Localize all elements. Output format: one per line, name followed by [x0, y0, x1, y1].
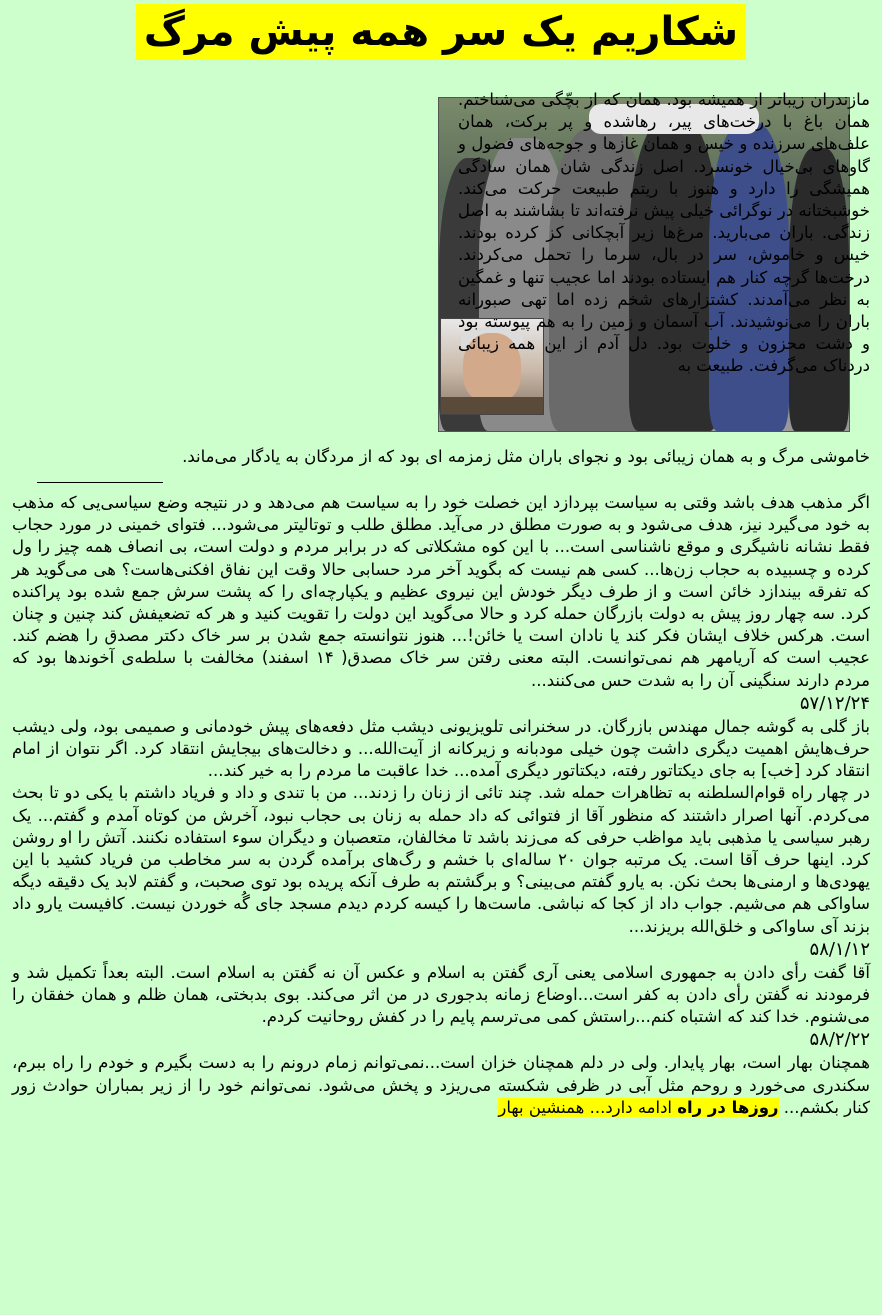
entry-text: در چهار راه قوام‌السلطنه به تظاهرات حمله شد. چند تائی از زنان را زدند... من با تندی و داد و فریاد داشتم با یکی دو تا بحث می‌کردم. آنها اصرار داشتند که منظور آقا از فتوائی که داد حمله به زنان بی حجاب نبود، آخرش من کوتاه آمدم و گفتم... یک رهبر سیاسی یا مذهبی باید مواظب حرفی که می‌زند باشد تا مخالفان، متعصبان و دیگران سوء استفاده نکنند. آتش را او روشن کرد. اینها حرف آقا است. یک مرتبه جوان ۲۰ ساله‌ای با خشم و رگ‌های برآمده گردن به سر مخاطب من فریاد کشید با این یهودی‌ها و ارمنی‌ها بحث نکن. به یارو گفتم می‌بینی؟ و برگشتم به طرف آنکه پریده بود توی صحبت، و گفتم لابد یک دقیقه دیگه ساواکی هم می‌شیم. جواب داد از کجا که نباشی. ماست‌ها را کیسه کردم دیدم مسجد جای گُه خوردن نیست. کافیست یارو داد بزند آی ساواکی و خلق‌الله بریزند...: [12, 783, 870, 936]
portrait-coat: [441, 397, 543, 415]
intro-full-width-text: خاموشی مرگ و به همان زیبائی بود و نجوای باران مثل زمزمه ای بود که از مردگان به یادگار می‌ماند.: [182, 447, 870, 466]
entry-date: ۵۸/۱/۱۲: [809, 938, 870, 960]
footer-highlight: [498, 1098, 778, 1117]
intro-column-text: مازندران زیباتر از همیشه بود. همان که از بچّگی می‌شناختم. همان باغ با درخت‌های پیر، رهاشده و پر برکت، همان علف‌های سرزنده و خیس و همان غازها و جوجه‌های فضول و گاوهای بی‌خیال خونسرد. اصل زندگی شان همان سادگی همیشگی را دارد و هنوز با ریتم طبیعت حرکت می‌کند. خوشبختانه در نوگرائی خیلی پیش نرفته‌اند تا بشاشند به اصل زندگی. باران می‌بارید. مرغ‌ها زیر آبچکانی کز کرده بودند. خیس و خاموش، سر در بال، سرما را تحمل می‌کردند. درخت‌ها گرچه کنار هم ایستاده بودند اما عجیب تنها و غمگین به نظر می‌آمدند. کشتزارهای شخم زده اما تهی صبورانه باران را می‌نوشیدند. آب آسمان و زمین را به هم پیوسته بود و دشت محزون و خلوت بود. دل آدم از این همه زیبائی دردناک می‌گرفت. طبیعت به: [458, 90, 870, 376]
entry-text: آقا گفت رأی دادن به جمهوری اسلامی یعنی آری گفتن به اسلام و عکس آن نه گفتن به اسلام است. البته بعداً تکمیل شد و فرمودند نه گفتن رأی دادن به کفر است...اوضاع زمانه بدجوری در من اثر می‌کند. بوی بدبختی، همان ظلم و همان خفقان را می‌شنوم. خدا کند که اشتباه کنم...راستش کمی می‌ترسم پایم را در کفش روحانیت کردم.: [12, 962, 870, 1027]
journal-body: [12, 492, 870, 1119]
entry-date: ۵۸/۲/۲۲: [809, 1029, 870, 1051]
entry-text: اگر مذهب هدف باشد وقتی به سیاست بپردازد این خصلت خود را به سیاست هم می‌دهد و در نتیجه وضع سیاسی‌یی که مذهب به خود می‌گیرد نیز، هدف می‌شود و به صورت مطلق در می‌آید. مطلق طلب و توتالیتر می‌شود... فتوای خمینی در مورد حجاب فقط نشانه ناشیگری و موقع ناشناسی است... با این کوه مشکلاتی که در برابر مردم و دولت است، بی انصاف همه چیز را ول کرده و چسبیده به حجاب زن‌ها... کسی هم نیست که بگوید آخر مرد حسابی حالا وقت این نفاق افکنی‌هاست؟ هی می‌گوید هر که تفرقه بیندازد خائن است و از طرف دیگر خودش این نیروی عظیم و یکپارچه‌ای را که پشت سرش جمع شده بود پراکنده کرد. سه چهار روز پیش به دولت بازرگان حمله کرد و حالا می‌گوید این دولت را تقویت کنید و هر که تضعیفش کند چنین و چنان است. هرکس خلاف ایشان فکر کند یا نادان است یا خائن!... هنوز نتوانسته جمع شدن بر سر خاک دکتر مصدق را هضم کند. عجیب است که آریامهر هم نمی‌توانست. البته معنی رفتن سر خاک مصدق( ۱۴ اسفند) مخالفت با سلطه‌ی آخوندها بود که مردم دارند سنگینی آن را به شدت حس می‌کنند...: [12, 493, 870, 690]
entry-text: باز گلی به گوشه جمال مهندس بازرگان. در سخنرانی تلویزیونی دیشب مثل دفعه‌های پیش خودمانی و صمیمی بود، ولی دیشب حرف‌هایش اهمیت دیگری داشت چون خیلی مودبانه و زیرکانه از آیت‌الله... و دخالت‌های بیجایش انتقاد کرد. اگر نتوان از امام انتقاد کرد [خب] به جای دیکتاتور رفته، دیکتاتور دیگری آمده... خدا عاقبت ما مردم را به خیر کند...: [12, 716, 870, 781]
footer-continues: ادامه دارد...: [589, 1097, 673, 1117]
footer-series-label: روزها در راه: [677, 1097, 779, 1117]
entry-date: ۵۷/۱۲/۲۴: [799, 692, 870, 714]
page-title: شکاریم یک سر همه پیش مرگ: [136, 4, 746, 60]
title-wrap: [0, 4, 882, 60]
entry-text: همچنان بهار است، بهار پایدار. ولی در دلم همچنان خزان است...نمی‌توانم زمام درونم را به دست بگیرم و خودم را راه ببرم، سکندری می‌خورد و روحم مثل آبی در ظرفی شکسته می‌ریزد و پخش می‌شود. نمی‌توانم خود را از زیر بمباران حوادث زور کنار بکشم...: [12, 1053, 870, 1117]
divider: [37, 482, 163, 483]
entry-final: [12, 1052, 870, 1119]
footer-author: همنشین بهار: [498, 1097, 585, 1117]
